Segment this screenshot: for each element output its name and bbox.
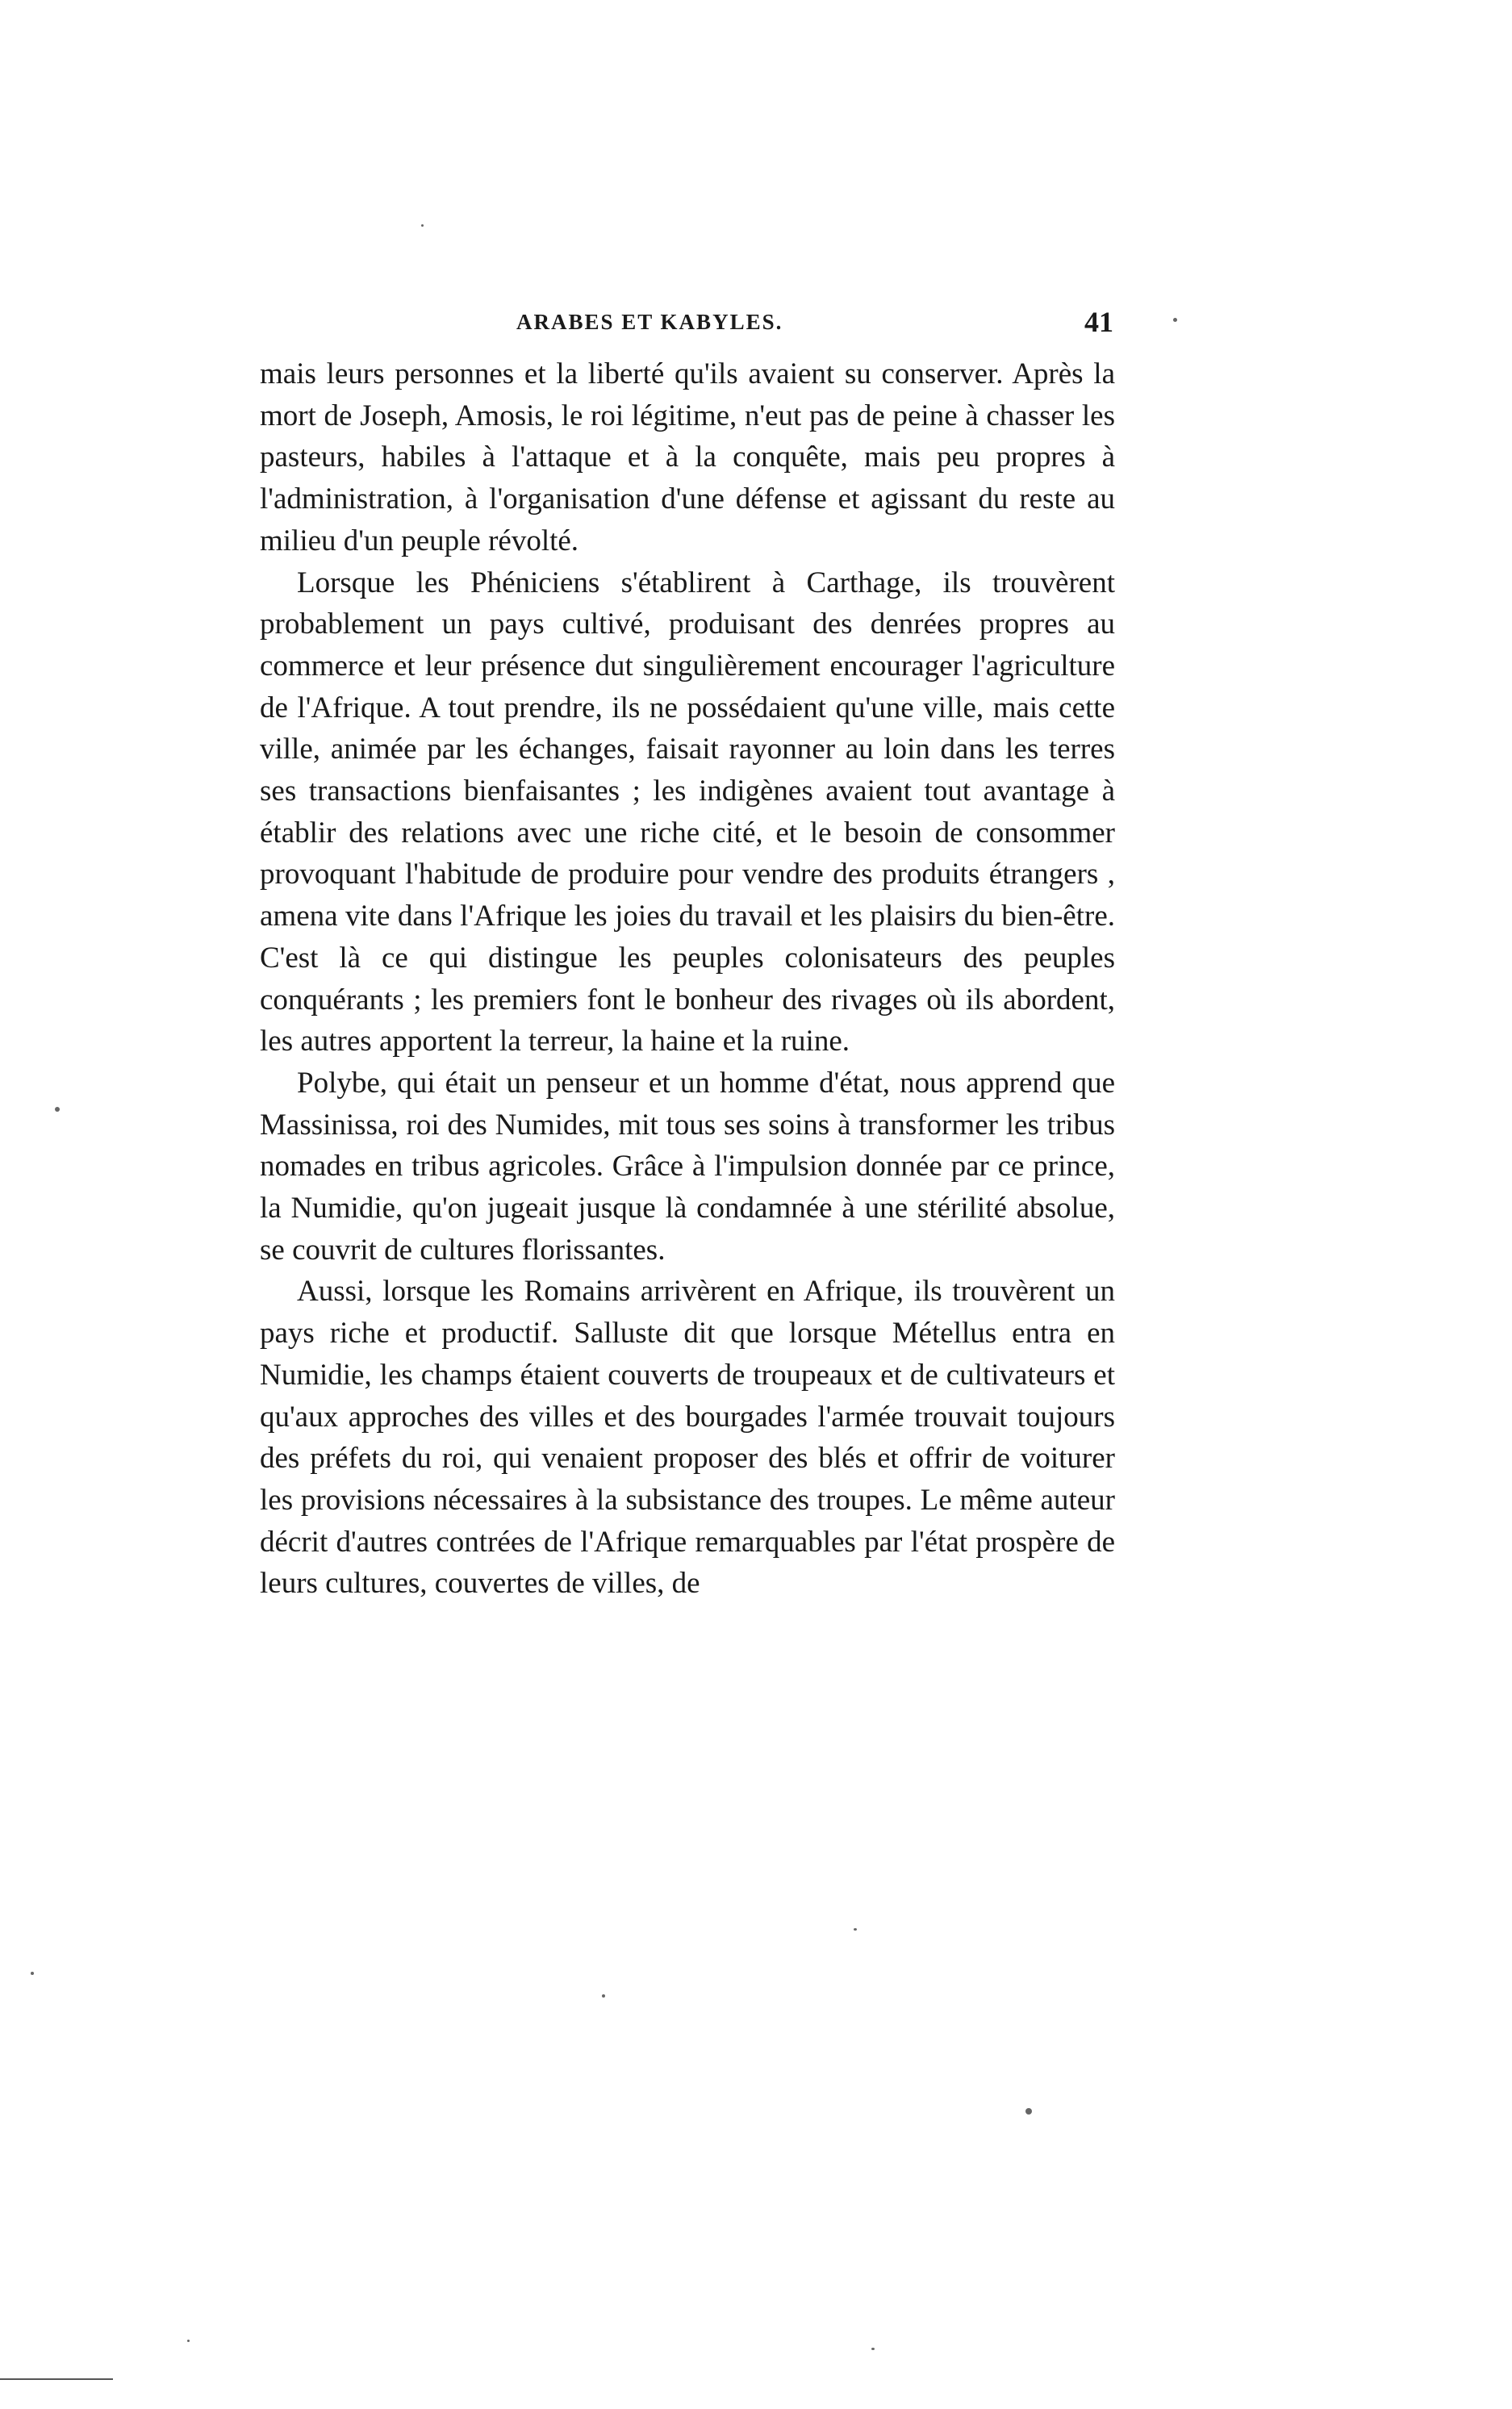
running-head: [260, 305, 1113, 345]
running-title: ARABES ET KABYLES.: [516, 310, 783, 334]
scan-speck: [55, 1107, 60, 1112]
scan-speck: [1173, 318, 1177, 322]
scan-speck: [602, 1994, 605, 1998]
scan-speck: [871, 2348, 875, 2350]
scan-speck: [421, 224, 424, 227]
paragraph-continued: mais leurs personnes et la liberté qu'ils avaient su conserver. Après la mort de Joseph, Amosis, le roi légitime, n'eut pas de peine à chasser les pasteurs, habiles à l'attaque et à la conquête, mais peu propres à l'administration, à l'organisation d'une défense et agissant du reste au milieu d'un peuple révolté.: [260, 357, 1115, 557]
scan-edge-rule: [0, 2378, 113, 2380]
scan-speck: [854, 1928, 857, 1931]
scan-speck: [31, 1972, 34, 1975]
paragraph-polybe: Polybe, qui était un penseur et un homme d'état, nous apprend que Massinissa, roi des Numides, mit tous ses soins à transformer les tribus nomades en tribus agricoles. Grâce à l'impulsion donnée par ce prince, la Numidie, qu'on jugeait jusque là condamnée à une stérilité absolue, se couvrit de cultures florissantes.: [260, 1066, 1115, 1267]
scan-speck: [187, 2340, 190, 2342]
paragraph-romains: Aussi, lorsque les Romains arrivèrent en Afrique, ils trouvèrent un pays riche et productif. Salluste dit que lorsque Métellus entra en Numidie, les champs étaient couverts de troupeaux et de cultivateurs et qu'aux approches des villes et des bourgades l'armée trouvait toujours des préfets du roi, qui venaient proposer des blés et offrir de voiturer les provisions nécessaires à la subsistance des troupes. Le même auteur décrit d'autres contrées de l'Afrique remarquables par l'état prospère de leurs cultures, couvertes de villes, de: [260, 1275, 1115, 1601]
scan-speck: [1025, 2108, 1032, 2115]
paragraph-pheniciens: Lorsque les Phéniciens s'établirent à Carthage, ils trouvèrent probablement un pays cultivé, produisant des denrées propres au commerce et leur présence dut singulièrement encourager l'agriculture de l'Afrique. A tout prendre, ils ne possédaient qu'une ville, mais cette ville, animée par les échanges, faisait rayonner au loin dans les terres ses transactions bienfaisantes ; les indigènes avaient tout avantage à établir des relations avec une riche cité, et le besoin de consommer provoquant l'habitude de produire pour vendre des produits étrangers , amena vite dans l'Afrique les joies du travail et les plaisirs du bien-être. C'est là ce qui distingue les peuples colonisateurs des peuples conquérants ; les premiers font le bonheur des rivages où ils abordent, les autres apportent la terreur, la haine et la ruine.: [260, 566, 1115, 1058]
body-text: [260, 353, 1115, 1605]
page-number: 41: [1084, 306, 1113, 338]
